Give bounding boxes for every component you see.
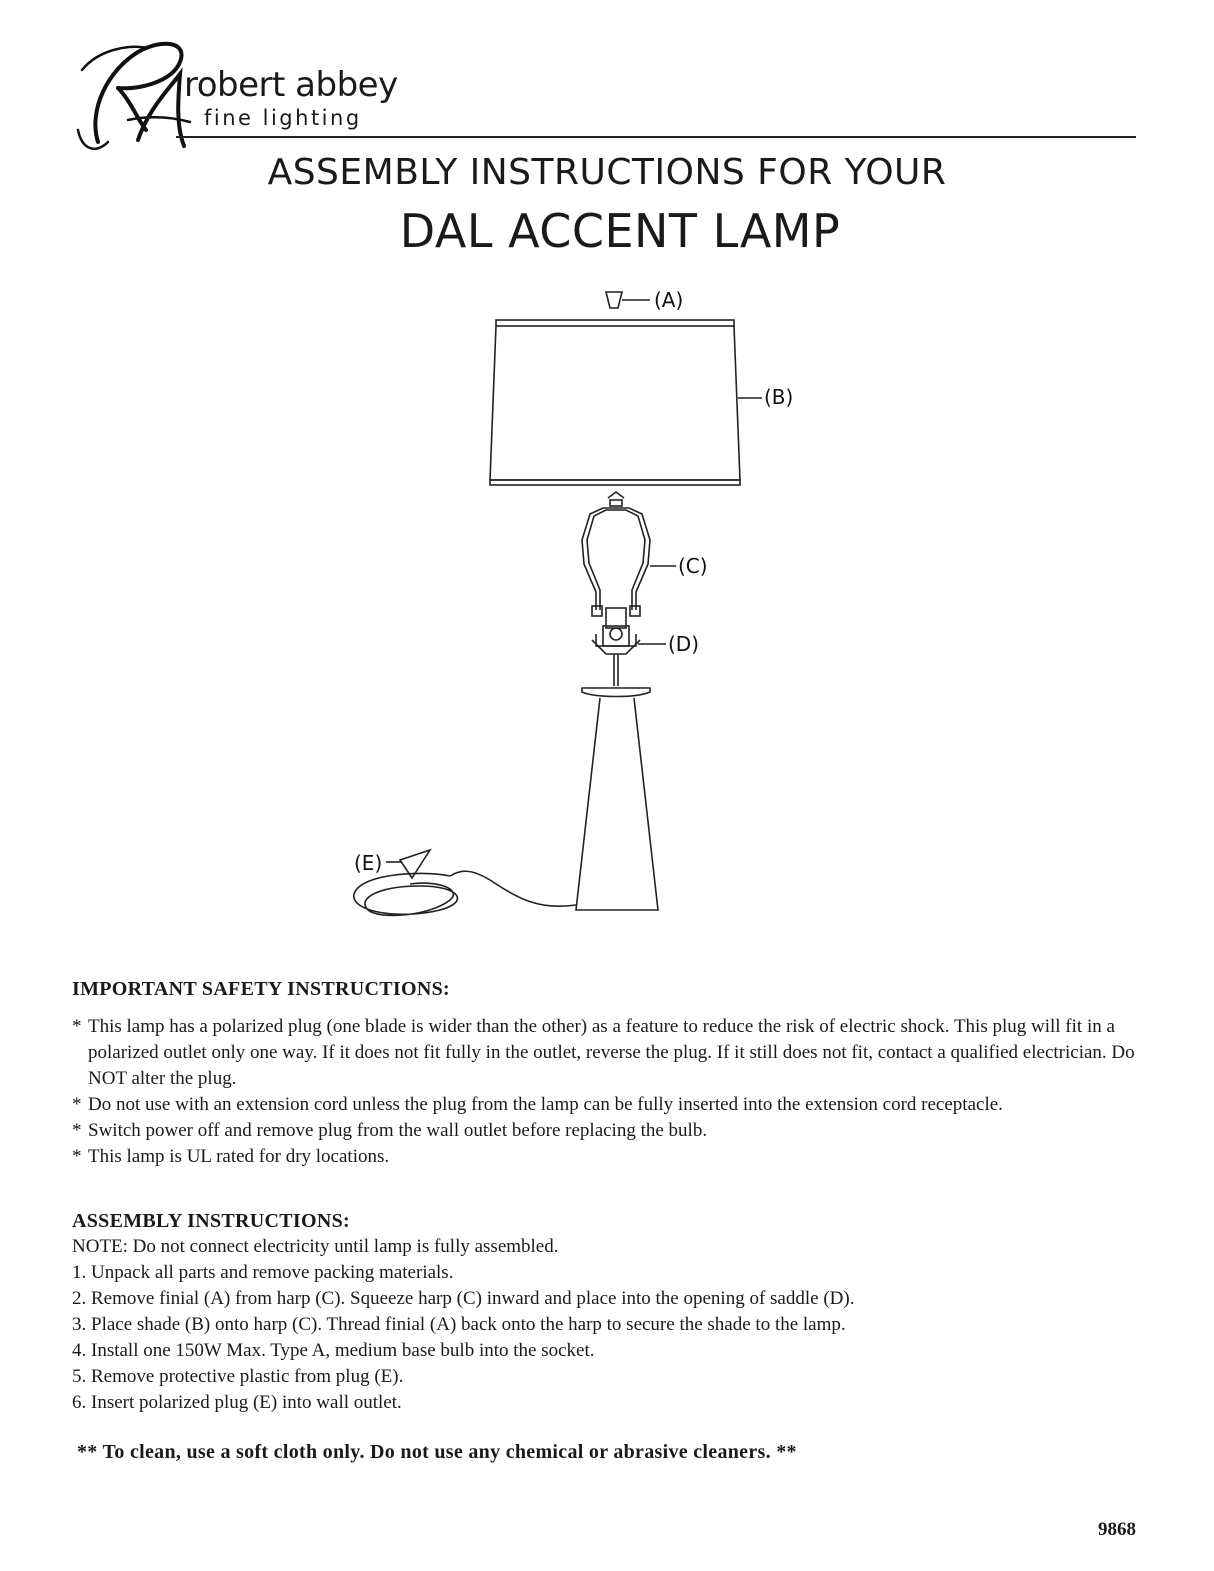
- label-shade: (B): [764, 385, 794, 409]
- brand-tagline: fine lighting: [204, 106, 362, 130]
- list-item: * This lamp is UL rated for dry locations.: [72, 1146, 390, 1167]
- document-title-line-1: ASSEMBLY INSTRUCTIONS FOR YOUR: [267, 152, 947, 193]
- document-title-line-2: DAL ACCENT LAMP: [399, 204, 841, 258]
- assembly-steps: [72, 1260, 854, 1416]
- list-item: 4. Install one 150W Max. Type A, medium base bulb into the socket.: [72, 1340, 595, 1361]
- safety-list: [72, 1014, 1152, 1170]
- label-harp: (C): [678, 554, 708, 578]
- cleaning-note: ** To clean, use a soft cloth only. Do not use any chemical or abrasive cleaners. **: [77, 1441, 797, 1463]
- label-saddle: (D): [668, 632, 700, 656]
- lamp-assembly-diagram: [320, 280, 840, 930]
- page-number: 9868: [1098, 1519, 1136, 1540]
- assembly-heading: ASSEMBLY INSTRUCTIONS:: [72, 1210, 350, 1232]
- label-plug: (E): [354, 851, 383, 875]
- lamp-base-icon: [576, 688, 658, 910]
- list-item: 1. Unpack all parts and remove packing materials.: [72, 1262, 454, 1283]
- assembly-note: NOTE: Do not connect electricity until lamp is fully assembled.: [72, 1236, 559, 1257]
- list-item: * Do not use with an extension cord unless the plug from the lamp can be fully inserted into the extension cord receptacle.: [72, 1094, 1003, 1115]
- power-cord-icon: [354, 850, 576, 915]
- label-finial: (A): [654, 288, 684, 312]
- brand-name: robert abbey: [184, 65, 398, 105]
- lampshade-icon: [490, 320, 740, 485]
- safety-heading: IMPORTANT SAFETY INSTRUCTIONS:: [72, 978, 450, 1000]
- list-item: * This lamp has a polarized plug (one blade is wider than the other) as a feature to reduce the risk of electric shock. This plug will fit in a polarized outlet only one way. If it does not fit fully in the outlet, reverse the plug. If it still does not fit, contact a qualified electrician. Do NOT alter the plug.: [72, 1016, 1135, 1089]
- list-item: 5. Remove protective plastic from plug (E).: [72, 1366, 404, 1387]
- list-item: * Switch power off and remove plug from the wall outlet before replacing the bulb.: [72, 1120, 708, 1141]
- list-item: 3. Place shade (B) onto harp (C). Thread finial (A) back onto the harp to secure the shade to the lamp.: [72, 1314, 846, 1335]
- header-divider: [176, 136, 1136, 138]
- harp-icon: [582, 492, 650, 616]
- robert-abbey-logo-mark: [68, 30, 198, 160]
- list-item: 2. Remove finial (A) from harp (C). Squeeze harp (C) inward and place into the opening of saddle (D).: [72, 1288, 855, 1309]
- finial-icon: [606, 292, 622, 308]
- list-item: 6. Insert polarized plug (E) into wall outlet.: [72, 1392, 402, 1413]
- saddle-icon: [592, 608, 640, 686]
